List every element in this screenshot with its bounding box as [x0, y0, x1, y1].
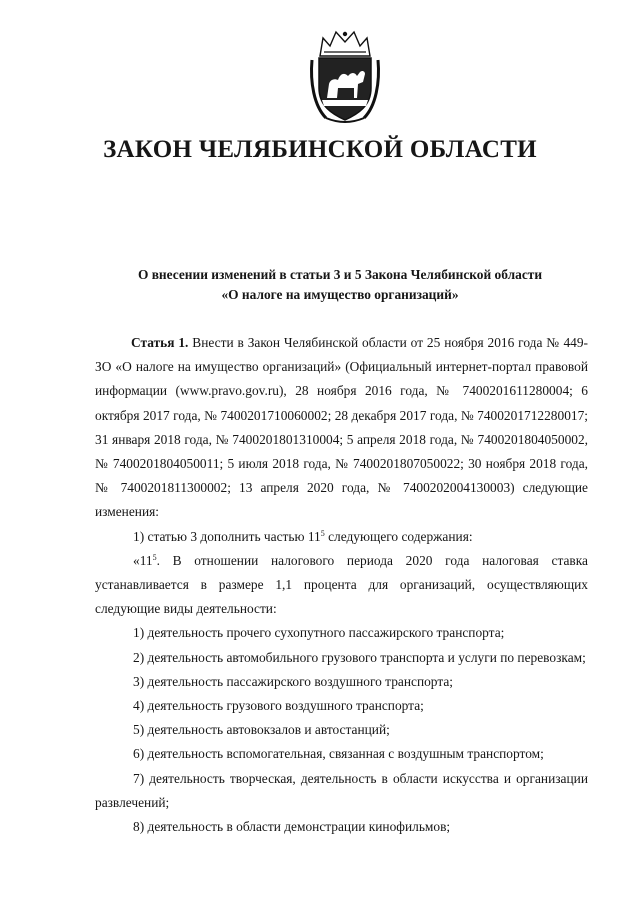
law-subtitle [40, 265, 640, 305]
amendment-text: 1) статью 3 дополнить частью 11 [133, 528, 321, 544]
amendment-text: следующего содержания: [324, 528, 473, 544]
clause-paragraph [95, 549, 588, 622]
subtitle-line: О внесении изменений в статьи 3 и 5 Закона Челябинской области [137, 267, 543, 282]
activity-item: 2) деятельность автомобильного грузового транспорта и услуги по перевозкам; [133, 649, 586, 665]
superscript: 5 [152, 552, 157, 562]
article-label: Статья 1. [131, 335, 189, 350]
activity-item: 6) деятельность вспомогательная, связанная с воздушным транспортом; [133, 746, 544, 762]
chelyabinsk-coat-of-arms-icon [308, 26, 382, 124]
subtitle-line: «О налоге на имущество организаций» [221, 287, 459, 302]
activity-item: 7) деятельность творческая, деятельность в области искусства и организации развлечений; [95, 770, 588, 810]
article-1-paragraph [95, 331, 588, 525]
activity-item: 8) деятельность в области демонстрации кинофильмов; [133, 819, 451, 835]
superscript: 5 [320, 528, 325, 538]
article-intro-text: Внести в Закон Челябинской области от 25 ноября 2016 года № 449-ЗО «О налоге на имущество организаций» (Официальный интернет-портал правовой информации (www.pravo.gov.ru), 28 ноября 2016 года, № 7400201611280004; 6 октября 2017 года, № 7400201710060002; 28 декабря 2017 года, № 7400201712280017; 31 января 2018 года, № 7400201801310004; 5 апреля 2018 года, № 7400201804050002, № 7400201804050011; 5 июля 2018 года, № 7400201807050022; 30 ноября 2018 года, № 7400201811300002; 13 апреля 2020 года, № 7400202004130003) следующие изменения: [95, 335, 588, 520]
law-body [95, 331, 588, 839]
activity-item: 1) деятельность прочего сухопутного пассажирского транспорта; [133, 625, 505, 641]
activity-item: 3) деятельность пассажирского воздушного транспорта; [133, 673, 454, 689]
activity-item: 5) деятельность автовокзалов и автостанций; [133, 722, 390, 738]
law-title: ЗАКОН ЧЕЛЯБИНСКОЙ ОБЛАСТИ [103, 136, 537, 163]
amendment-paragraph [95, 525, 588, 549]
clause-text: . В отношении налогового периода 2020 года налоговая ставка устанавливается в размере 1,1 процента для организаций, осуществляющих следующие виды деятельности: [95, 552, 588, 617]
activity-item: 4) деятельность грузового воздушного транспорта; [133, 698, 424, 714]
clause-text: «11 [133, 552, 153, 568]
